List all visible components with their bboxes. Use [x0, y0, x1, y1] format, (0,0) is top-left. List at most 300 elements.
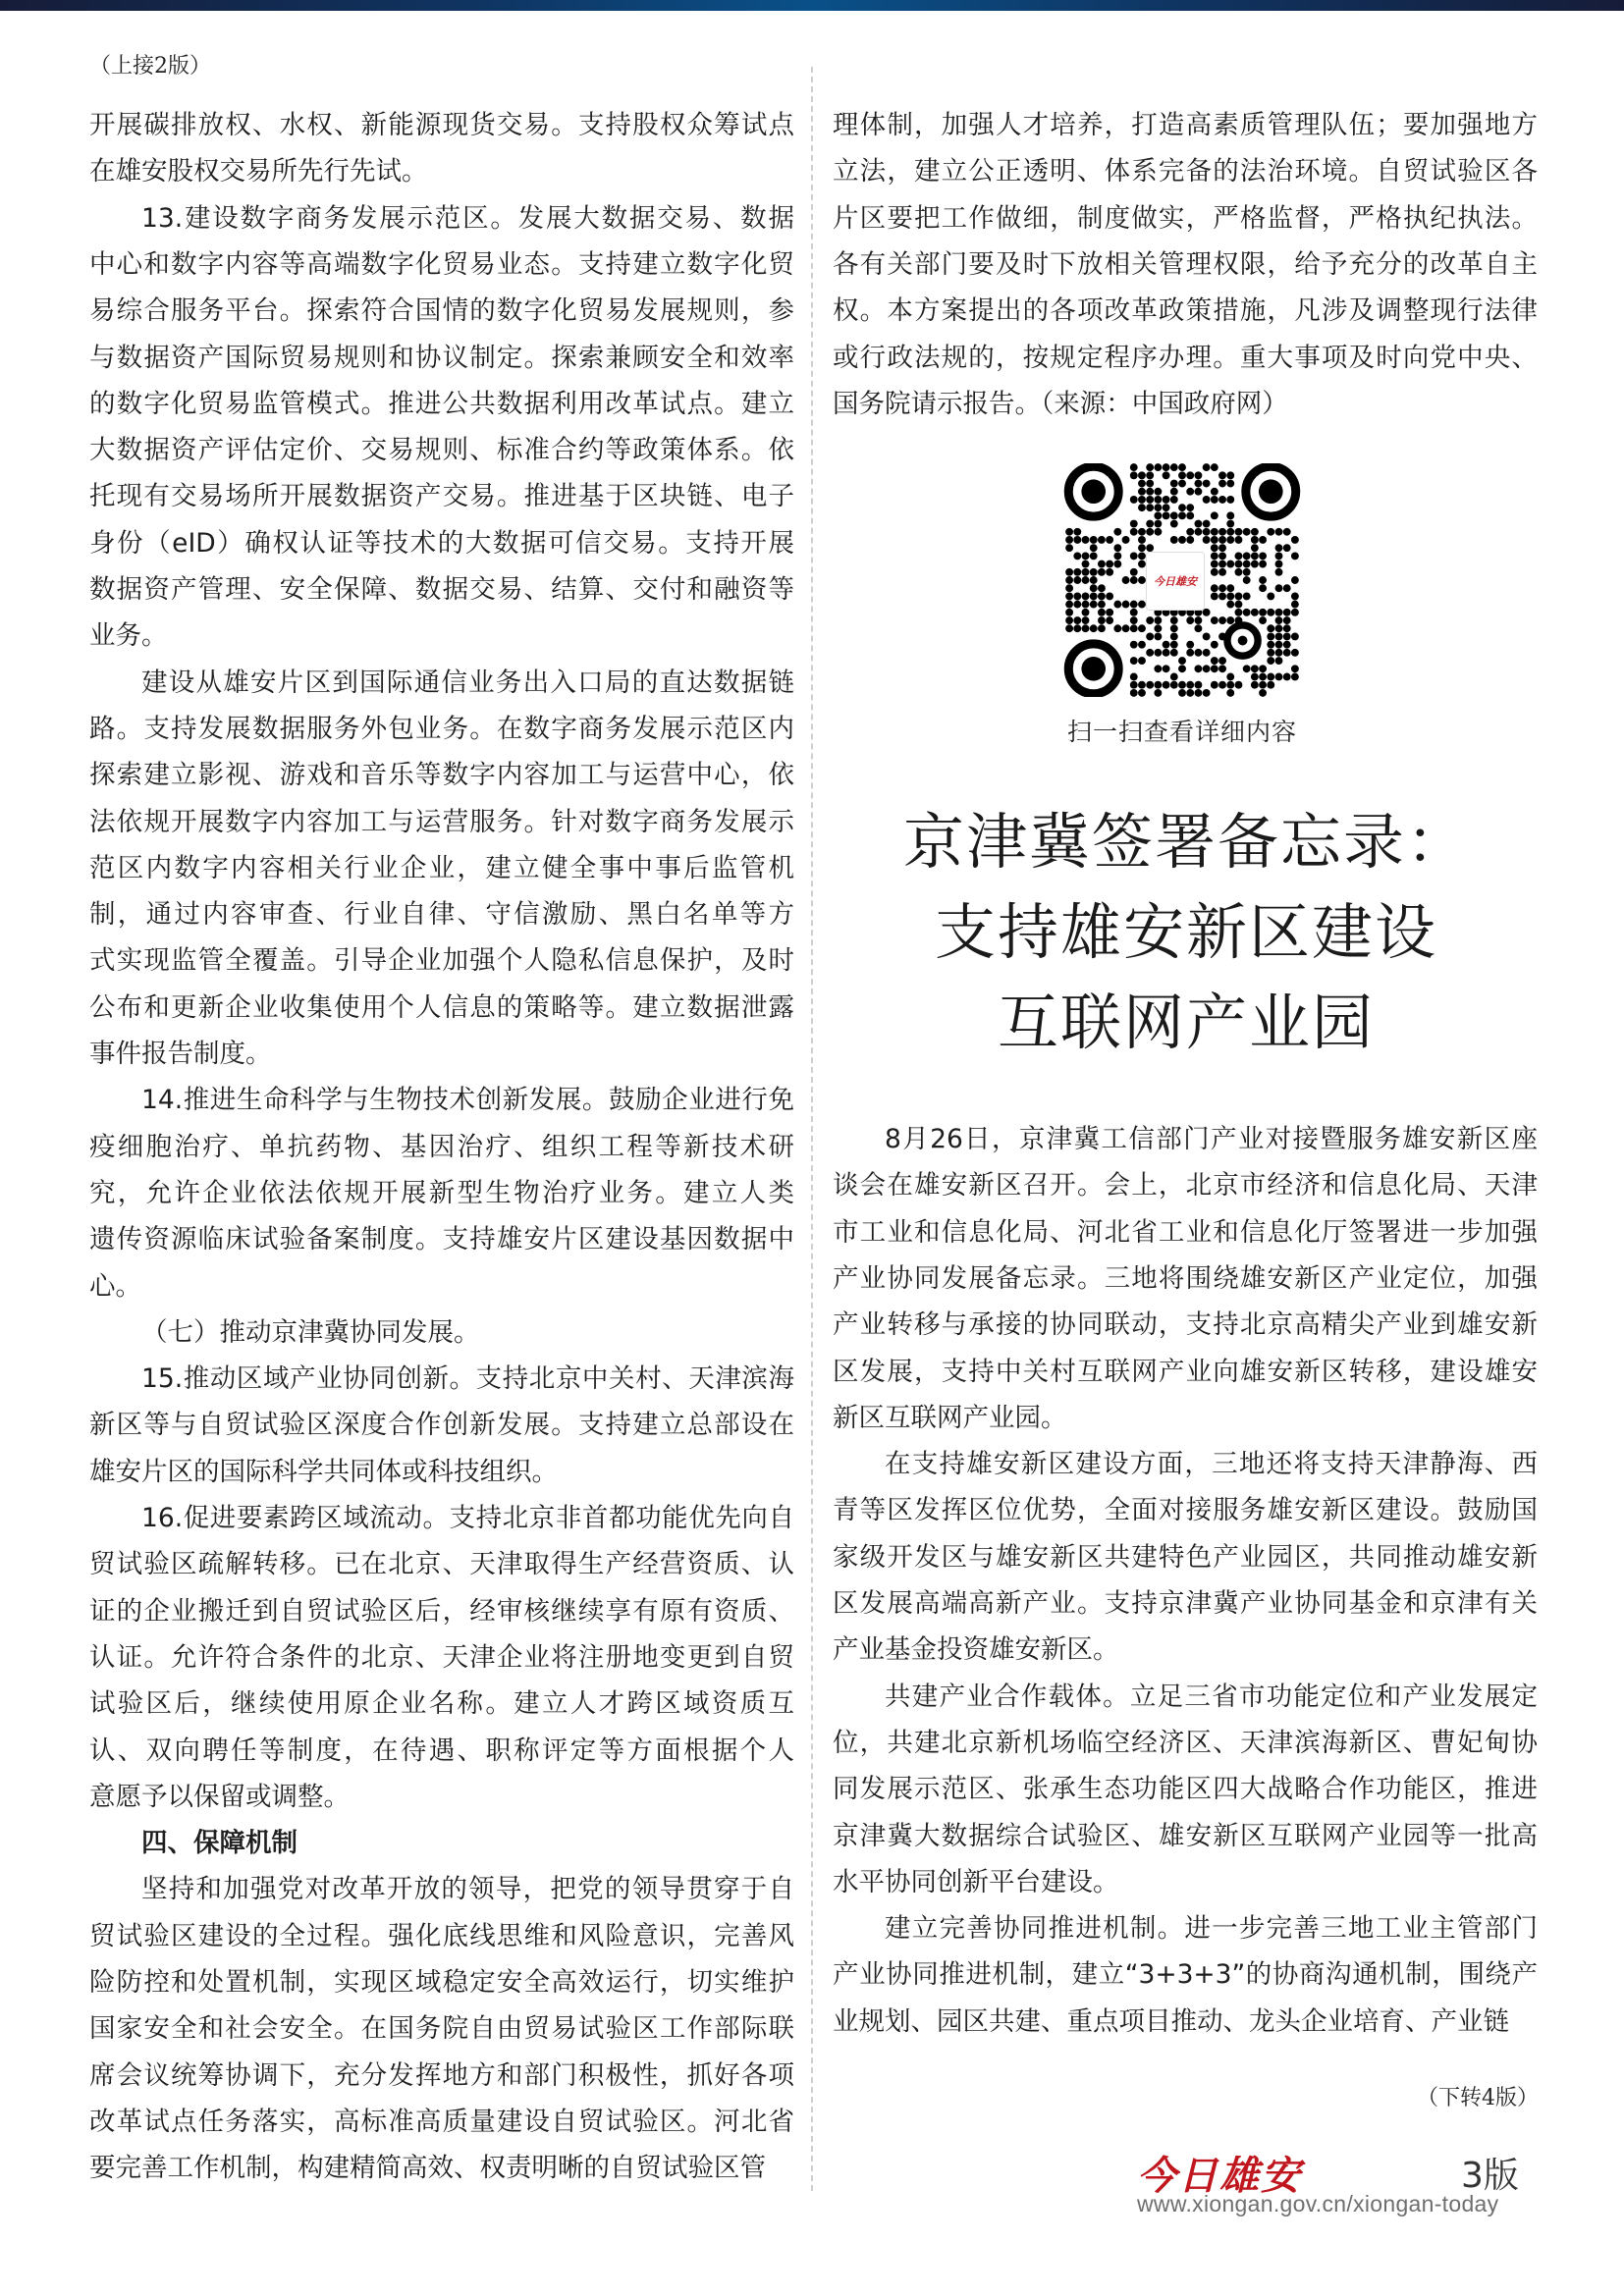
continued-to-label: （下转4版）: [1417, 2086, 1539, 2110]
qr-module: [1082, 601, 1090, 609]
qr-module: [1163, 665, 1170, 672]
qr-module: [1211, 657, 1218, 665]
qr-module: [1186, 511, 1194, 519]
qr-module: [1065, 576, 1073, 584]
qr-module: [1154, 689, 1162, 697]
qr-module: [1113, 528, 1121, 536]
qr-module: [1138, 657, 1146, 665]
qr-module: [1130, 496, 1138, 504]
qr-module: [1082, 624, 1090, 632]
qr-module: [1090, 592, 1098, 600]
qr-module: [1218, 616, 1226, 624]
qr-module: [1146, 681, 1154, 689]
text-line: 雄安片区的国际科学共同体或科技组织。: [89, 1456, 558, 1487]
qr-module: [1130, 689, 1138, 697]
qr-module: [1098, 584, 1106, 592]
qr-module: [1082, 592, 1090, 600]
qr-module: [1203, 520, 1211, 528]
text-line: 易综合服务平台。探索符合国情的数字化贸易发展规则，参: [89, 295, 794, 327]
qr-module: [1106, 561, 1113, 568]
qr-module: [1130, 641, 1138, 649]
text-line: 遗传资源临床试验备案制度。支持雄安片区建设基因数据中: [89, 1224, 794, 1255]
qr-module: [1259, 609, 1267, 616]
top-banner-bar: [0, 0, 1624, 11]
page-number: 3版: [1461, 2156, 1519, 2196]
qr-module: [1226, 616, 1234, 624]
qr-module: [1259, 536, 1267, 544]
qr-module: [1154, 511, 1162, 519]
qr-module: [1275, 673, 1283, 681]
text-line: 认、双向聘任等制度，在待遇、职称评定等方面根据个人: [89, 1735, 794, 1766]
qr-module: [1146, 488, 1154, 496]
qr-module: [1154, 504, 1162, 511]
qr-module: [1170, 511, 1178, 519]
qr-module: [1259, 673, 1267, 681]
text-line: 险防控和处置机制，实现区域稳定安全高效运行，切实维护: [89, 1967, 794, 1998]
qr-module: [1163, 649, 1170, 657]
text-line: 式实现监管全覆盖。引导企业加强个人隐私信息保护，及时: [89, 945, 794, 977]
qr-module: [1194, 624, 1202, 632]
text-line: 贸试验区疏解转移。已在北京、天津取得生产经营资质、认: [89, 1549, 794, 1580]
text-line: 坚持和加强党对改革开放的领导，把党的领导贯穿于自: [141, 1874, 794, 1905]
qr-module: [1218, 657, 1226, 665]
qr-module: [1082, 609, 1090, 616]
qr-module: [1178, 511, 1186, 519]
qr-module: [1275, 649, 1283, 657]
qr-module: [1218, 496, 1226, 504]
qr-module: [1073, 601, 1081, 609]
qr-module: [1098, 568, 1106, 576]
text-line: 国家安全和社会安全。在国务院自由贸易试验区工作部际联: [89, 2013, 794, 2045]
qr-module: [1154, 681, 1162, 689]
qr-module: [1243, 528, 1251, 536]
qr-module: [1267, 641, 1274, 649]
qr-module: [1090, 544, 1098, 552]
qr-finder-dot: [1081, 657, 1106, 681]
qr-module: [1073, 528, 1081, 536]
qr-module: [1122, 601, 1130, 609]
qr-module: [1170, 633, 1178, 641]
text-line: 产业协同推进机制，建立“3+3+3”的协商沟通机制，围绕产: [833, 1959, 1538, 1991]
text-line: 究，允许企业依法依规开展新型生物治疗业务。建立人类: [89, 1177, 794, 1208]
text-line: 或行政法规的，按规定程序办理。重大事项及时向党中央、: [833, 342, 1538, 373]
text-line: 贸试验区建设的全过程。强化底线思维和风险意识，完善风: [89, 1920, 794, 1951]
qr-module: [1146, 463, 1154, 471]
qr-module: [1178, 681, 1186, 689]
qr-module: [1138, 536, 1146, 544]
qr-module: [1178, 657, 1186, 665]
text-line: 心。: [89, 1270, 141, 1302]
qr-module: [1194, 528, 1202, 536]
qr-module: [1154, 496, 1162, 504]
text-line: 法依规开展数字内容加工与运营服务。针对数字商务发展示: [89, 806, 794, 837]
qr-module: [1259, 689, 1267, 697]
qr-module: [1098, 624, 1106, 632]
qr-module: [1251, 561, 1259, 568]
qr-module: [1275, 633, 1283, 641]
qr-module: [1275, 609, 1283, 616]
qr-module: [1267, 657, 1274, 665]
qr-module: [1226, 673, 1234, 681]
qr-module: [1235, 592, 1243, 600]
text-line: 证的企业搬迁到自贸试验区后，经审核继续享有原有资质、: [89, 1595, 794, 1627]
qr-module: [1113, 552, 1121, 560]
text-line: 13.建设数字商务发展示范区。发展大数据交易、数据: [141, 202, 794, 234]
qr-module: [1251, 544, 1259, 552]
qr-module: [1194, 520, 1202, 528]
qr-module: [1163, 511, 1170, 519]
qr-module: [1251, 528, 1259, 536]
qr-module: [1146, 544, 1154, 552]
qr-module: [1275, 568, 1283, 576]
text-line: 产业基金投资雄安新区。: [833, 1634, 1119, 1666]
qr-module: [1211, 584, 1218, 592]
qr-module: [1243, 576, 1251, 584]
qr-module: [1211, 616, 1218, 624]
qr-module: [1218, 544, 1226, 552]
qr-module: [1154, 528, 1162, 536]
qr-logo-text: 今日雄安: [1154, 575, 1197, 588]
text-line: 理体制，加强人才培养，打造高素质管理队伍；要加强地方: [833, 110, 1538, 140]
qr-module: [1226, 520, 1234, 528]
text-line: 在支持雄安新区建设方面，三地还将支持天津静海、西: [885, 1449, 1538, 1480]
qr-module: [1154, 520, 1162, 528]
qr-module: [1130, 616, 1138, 624]
text-line: 业规划、园区共建、重点项目推动、龙头企业培育、产业链: [833, 2005, 1509, 2037]
qr-module: [1283, 528, 1291, 536]
text-line: 区发展高端高新产业。支持京津冀产业协同基金和京津有关: [833, 1588, 1538, 1619]
text-line: 认证。允许符合条件的北京、天津企业将注册地变更到自贸: [89, 1641, 794, 1673]
qr-module: [1065, 528, 1073, 536]
qr-finder-dot: [1081, 479, 1106, 504]
qr-module: [1186, 641, 1194, 649]
qr-module: [1259, 616, 1267, 624]
qr-module: [1098, 536, 1106, 544]
qr-module: [1226, 536, 1234, 544]
qr-module: [1170, 641, 1178, 649]
qr-module: [1138, 689, 1146, 697]
qr-module: [1291, 536, 1299, 544]
qr-module: [1235, 609, 1243, 616]
qr-module: [1275, 616, 1283, 624]
qr-module: [1138, 496, 1146, 504]
qr-module: [1073, 576, 1081, 584]
qr-module: [1243, 592, 1251, 600]
qr-module: [1251, 681, 1259, 689]
text-line: 开展碳排放权、水权、新能源现货交易。支持股权众筹试点: [89, 110, 794, 140]
qr-module: [1291, 633, 1299, 641]
qr-module: [1170, 624, 1178, 632]
qr-module: [1146, 471, 1154, 479]
qr-module: [1235, 681, 1243, 689]
qr-module: [1243, 665, 1251, 672]
qr-module: [1138, 624, 1146, 632]
text-line: 国务院请示报告。（来源：中国政府网）: [833, 388, 1288, 419]
qr-module: [1073, 536, 1081, 544]
text-line: 在雄安股权交易所先行先试。: [89, 156, 428, 187]
qr-module: [1130, 528, 1138, 536]
qr-module: [1146, 496, 1154, 504]
qr-module: [1218, 471, 1226, 479]
qr-module: [1211, 463, 1218, 471]
qr-module: [1226, 584, 1234, 592]
qr-module: [1259, 584, 1267, 592]
qr-module: [1259, 576, 1267, 584]
qr-module: [1090, 601, 1098, 609]
qr-module: [1291, 576, 1299, 584]
qr-module: [1267, 633, 1274, 641]
qr-module: [1146, 528, 1154, 536]
qr-module: [1218, 681, 1226, 689]
qr-module: [1090, 624, 1098, 632]
qr-module: [1291, 609, 1299, 616]
text-line: 权。本方案提出的各项改革政策措施，凡涉及调整现行法律: [833, 295, 1538, 327]
qr-module: [1138, 561, 1146, 568]
qr-module: [1259, 552, 1267, 560]
text-line: 水平协同创新平台建设。: [833, 1866, 1119, 1897]
qr-module: [1275, 657, 1283, 665]
qr-module: [1163, 463, 1170, 471]
article-title-line: 支持雄安新区建设: [934, 896, 1437, 968]
qr-module: [1259, 681, 1267, 689]
qr-module: [1251, 552, 1259, 560]
qr-module: [1122, 536, 1130, 544]
section-heading: 四、保障机制: [141, 1828, 298, 1859]
text-line: 业务。: [89, 620, 168, 652]
qr-module: [1073, 624, 1081, 632]
qr-module: [1082, 616, 1090, 624]
qr-module: [1065, 568, 1073, 576]
qr-module: [1203, 633, 1211, 641]
qr-module: [1178, 665, 1186, 672]
qr-module: [1146, 649, 1154, 657]
qr-module: [1113, 624, 1121, 632]
qr-module: [1203, 536, 1211, 544]
qr-module: [1186, 536, 1194, 544]
qr-module: [1218, 584, 1226, 592]
qr-module: [1106, 616, 1113, 624]
qr-module: [1130, 681, 1138, 689]
qr-module: [1211, 496, 1218, 504]
qr-module: [1170, 649, 1178, 657]
qr-module: [1082, 552, 1090, 560]
qr-alignment-dot: [1238, 636, 1248, 646]
text-line: 意愿予以保留或调整。: [89, 1781, 350, 1812]
qr-module: [1275, 641, 1283, 649]
qr-module: [1218, 552, 1226, 560]
qr-module: [1267, 681, 1274, 689]
qr-module: [1138, 528, 1146, 536]
text-line: 范区内数字内容相关行业企业，建立健全事中事后监管机: [89, 852, 794, 883]
qr-module: [1211, 561, 1218, 568]
qr-module: [1267, 673, 1274, 681]
qr-module: [1218, 665, 1226, 672]
qr-finder-dot: [1259, 479, 1283, 504]
qr-logo-badge: [1146, 552, 1205, 611]
qr-module: [1138, 504, 1146, 511]
qr-module: [1170, 681, 1178, 689]
qr-module: [1170, 520, 1178, 528]
qr-module: [1291, 673, 1299, 681]
qr-module: [1226, 471, 1234, 479]
qr-module: [1106, 536, 1113, 544]
qr-module: [1130, 609, 1138, 616]
qr-module: [1170, 673, 1178, 681]
qr-module: [1065, 616, 1073, 624]
qr-module: [1203, 463, 1211, 471]
qr-module: [1235, 552, 1243, 560]
qr-module: [1106, 592, 1113, 600]
qr-module: [1065, 592, 1073, 600]
text-line: 数据资产管理、安全保障、数据交易、结算、交付和融资等: [89, 574, 794, 605]
qr-module: [1203, 609, 1211, 616]
text-line: 的数字化贸易监管模式。推进公共数据利用改革试点。建立: [89, 388, 794, 419]
text-line: 疫细胞治疗、单抗药物、基因治疗、组织工程等新技术研: [89, 1131, 794, 1162]
qr-module: [1065, 609, 1073, 616]
qr-module: [1259, 665, 1267, 672]
text-line: 15.推动区域产业协同创新。支持北京中关村、天津滨海: [141, 1363, 794, 1395]
qr-module: [1163, 681, 1170, 689]
qr-module: [1154, 463, 1162, 471]
qr-module: [1283, 633, 1291, 641]
qr-module: [1106, 568, 1113, 576]
qr-module: [1243, 561, 1251, 568]
text-line: 要完善工作机制，构建精简高效、权责明晰的自贸试验区管: [89, 2153, 766, 2184]
text-line: 共建产业合作载体。立足三省市功能定位和产业发展定: [885, 1681, 1538, 1712]
qr-module: [1211, 536, 1218, 544]
qr-module: [1090, 576, 1098, 584]
text-line: 席会议统筹协调下，充分发挥地方和部门积极性，抓好各项: [89, 2059, 794, 2091]
qr-module: [1283, 544, 1291, 552]
qr-module: [1065, 584, 1073, 592]
qr-module: [1113, 544, 1121, 552]
qr-module: [1138, 576, 1146, 584]
qr-module: [1203, 689, 1211, 697]
qr-module: [1211, 552, 1218, 560]
text-line: 京津冀大数据综合试验区、雄安新区互联网产业园等一批高: [833, 1820, 1538, 1851]
article-title-line: 互联网产业园: [997, 987, 1375, 1058]
qr-module: [1065, 624, 1073, 632]
publication-logo: 今日雄安: [1137, 2153, 1302, 2199]
qr-code[interactable]: [1059, 463, 1305, 697]
qr-module: [1154, 665, 1162, 672]
qr-module: [1226, 496, 1234, 504]
qr-module: [1226, 561, 1234, 568]
text-line: 身份（eID）确权认证等技术的大数据可信交易。支持开展: [89, 527, 794, 559]
qr-module: [1275, 624, 1283, 632]
qr-module: [1138, 641, 1146, 649]
qr-module: [1218, 536, 1226, 544]
qr-module: [1267, 609, 1274, 616]
qr-module: [1098, 609, 1106, 616]
qr-module: [1251, 536, 1259, 544]
column-divider: [811, 67, 813, 2191]
qr-module: [1243, 552, 1251, 560]
qr-module: [1226, 480, 1234, 488]
qr-module: [1235, 528, 1243, 536]
qr-module: [1283, 609, 1291, 616]
qr-module: [1178, 471, 1186, 479]
qr-module: [1065, 601, 1073, 609]
qr-module: [1098, 592, 1106, 600]
qr-module: [1211, 641, 1218, 649]
text-line: 14.推进生命科学与生物技术创新发展。鼓励企业进行免: [141, 1085, 794, 1116]
text-line: 产业协同发展备忘录。三地将围绕雄安新区产业定位，加强: [833, 1262, 1538, 1294]
text-line: 事件报告制度。: [89, 1039, 272, 1069]
qr-module: [1106, 609, 1113, 616]
qr-module: [1211, 488, 1218, 496]
qr-module: [1163, 471, 1170, 479]
qr-module: [1138, 480, 1146, 488]
qr-module: [1130, 601, 1138, 609]
qr-module: [1203, 665, 1211, 672]
text-line: 片区要把工作做细，制度做实，严格监督，严格执纪执法。: [833, 202, 1538, 234]
text-line: （七）推动京津冀协同发展。: [141, 1316, 480, 1348]
qr-module: [1259, 561, 1267, 568]
qr-module: [1130, 471, 1138, 479]
qr-module: [1275, 544, 1283, 552]
text-line: 同发展示范区、张承生态功能区四大战略合作功能区，推进: [833, 1774, 1538, 1805]
text-line: 区发展，支持中关村互联网产业向雄安新区转移，建设雄安: [833, 1356, 1538, 1387]
qr-module: [1251, 609, 1259, 616]
qr-module: [1130, 657, 1138, 665]
qr-module: [1146, 504, 1154, 511]
qr-module: [1226, 689, 1234, 697]
site-url[interactable]: www.xiongan.gov.cn/xiongan-today: [1137, 2191, 1499, 2216]
qr-module: [1170, 480, 1178, 488]
qr-module: [1211, 528, 1218, 536]
qr-module: [1186, 681, 1194, 689]
qr-module: [1186, 616, 1194, 624]
qr-module: [1178, 463, 1186, 471]
qr-module: [1283, 673, 1291, 681]
text-line: 8月26日，京津冀工信部门产业对接暨服务雄安新区座: [885, 1124, 1538, 1154]
qr-module: [1154, 633, 1162, 641]
qr-module: [1235, 601, 1243, 609]
article-title-line: 京津冀签署备忘录：: [902, 806, 1469, 878]
text-line: 建设从雄安片区到国际通信业务出入口局的直达数据链: [141, 667, 794, 698]
qr-module: [1203, 649, 1211, 657]
qr-module: [1138, 601, 1146, 609]
qr-module: [1211, 511, 1218, 519]
qr-module: [1090, 584, 1098, 592]
qr-module: [1243, 568, 1251, 576]
qr-module: [1203, 496, 1211, 504]
qr-module: [1283, 649, 1291, 657]
qr-module: [1113, 601, 1121, 609]
qr-module: [1226, 511, 1234, 519]
qr-caption: 扫一扫查看详细内容: [1066, 718, 1297, 746]
qr-module: [1211, 568, 1218, 576]
qr-module: [1154, 616, 1162, 624]
qr-module: [1291, 649, 1299, 657]
qr-module: [1138, 471, 1146, 479]
qr-module: [1186, 488, 1194, 496]
qr-module: [1073, 552, 1081, 560]
qr-module: [1154, 624, 1162, 632]
text-line: 立法，建立公正透明、体系完备的法治环境。自贸试验区各: [833, 156, 1538, 187]
qr-module: [1073, 616, 1081, 624]
qr-module: [1170, 488, 1178, 496]
qr-module: [1098, 561, 1106, 568]
text-line: 谈会在雄安新区召开。会上，北京市经济和信息化局、天津: [833, 1170, 1538, 1201]
qr-module: [1194, 649, 1202, 657]
qr-module: [1194, 689, 1202, 697]
qr-module: [1113, 561, 1121, 568]
qr-module: [1082, 536, 1090, 544]
qr-module: [1146, 616, 1154, 624]
qr-module: [1283, 616, 1291, 624]
